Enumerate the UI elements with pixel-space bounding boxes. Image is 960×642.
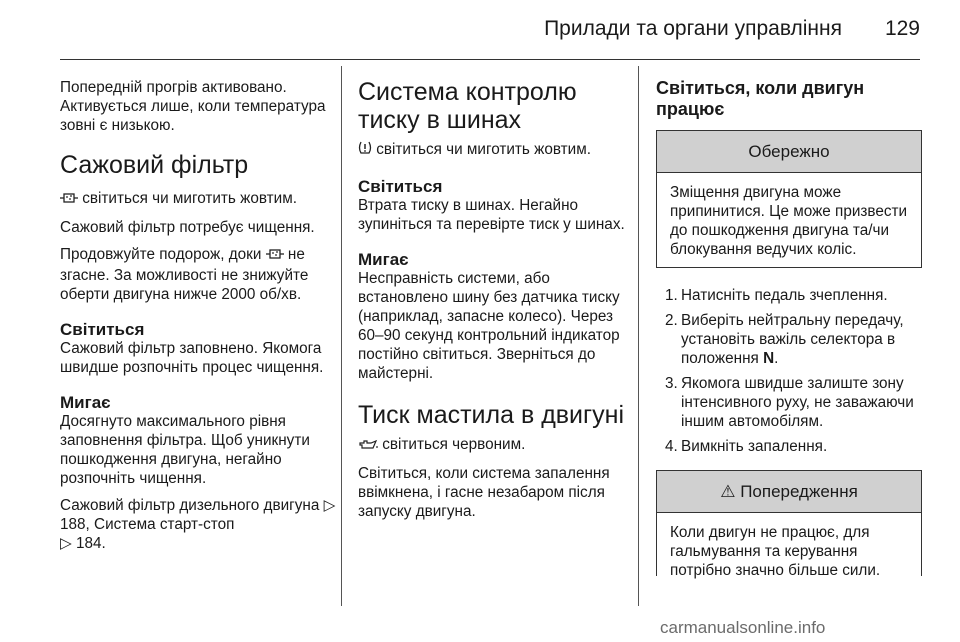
tire-pressure-icon (358, 140, 372, 161)
step-text: Натисніть педаль зчеплення. (681, 287, 888, 304)
step-number: 4. (665, 438, 678, 455)
step-number: 1. (665, 287, 678, 304)
page-header (60, 0, 920, 60)
lit-text: Сажовий фільтр заповнено. Якомога швидше розпочніть процес чищення. (60, 340, 324, 376)
lit-heading: Світиться (358, 177, 443, 196)
reference-text: Сажовий фільтр дизельного двигуна (60, 497, 320, 514)
tire-icon-text: світиться чи миготить жовтим. (376, 141, 591, 158)
page-number: 129 (884, 17, 920, 40)
blink-heading: Мигає (60, 393, 111, 412)
column-3 (656, 78, 922, 579)
filter-needs-text: Сажовий фільтр потребує чищення. (60, 219, 315, 236)
list-item (656, 286, 922, 305)
warning-text: Коли двигун не працює, для гальмування та керування потрібно значно більше сили. (670, 524, 881, 579)
list-item (656, 437, 922, 456)
blink-heading: Мигає (358, 250, 409, 269)
warning-header (657, 471, 921, 513)
diesel-filter-icon (60, 191, 78, 210)
lit-text: Втрата тиску в шинах. Негайно зупиніться та перевірте тиск у шинах. (358, 197, 625, 233)
list-item (656, 311, 922, 368)
step-text: Виберіть нейтральну передачу, установіть важіль селектора в положення (681, 312, 904, 367)
blink-text: Досягнуто максимального рівня заповнення фільтра. Щоб уникнути пошкодження двигуна, негайно розпочніть чищення. (60, 413, 310, 487)
filter-continue-text-2: не згасне. За можливості не знижуйте оберти двигуна нижче 2000 об/хв. (60, 246, 309, 303)
filter-continue-text: Продовжуйте подорож, доки (60, 246, 262, 263)
column-divider-1 (341, 66, 342, 606)
warning-box (656, 470, 922, 579)
lit-heading: Світиться (60, 320, 145, 339)
diesel-filter-icon (266, 247, 284, 266)
step-number: 2. (665, 312, 678, 329)
caution-heading: Обережно (657, 131, 921, 173)
step-text: Вимкніть запалення. (681, 438, 828, 455)
watermark-link[interactable]: carmanualsonline.info (660, 618, 826, 637)
caution-text: Зміщення двигуна може припинитися. Це може призвести до пошкодження двигуна та/чи блокування ведучих коліс. (670, 184, 908, 258)
intro-text: Попередній прогрів активовано. Активується лише, коли температура зовні є низькою. (60, 79, 326, 134)
step-bold-text: N (763, 350, 775, 367)
oil-pressure-heading: Тиск мастила в двигуні (358, 401, 625, 429)
list-item (656, 374, 922, 431)
oil-icon-text: світиться червоним. (382, 436, 526, 453)
steps-list (656, 286, 922, 456)
warning-heading: Попередження (740, 482, 858, 501)
step-number: 3. (665, 375, 678, 392)
column-1 (60, 78, 336, 561)
oil-text: Світиться, коли система запалення ввімкнена, і гасне незабаром після запуску двигуна. (358, 465, 610, 520)
page-ref-link[interactable]: 184. (76, 535, 106, 552)
warning-triangle-icon: ⚠ (720, 482, 736, 501)
step-text: Якомога швидше залиште зону інтенсивного руху, не заважаючи іншим автомобілям. (681, 375, 914, 430)
oil-can-icon (358, 437, 378, 456)
caution-box (656, 130, 922, 268)
engine-running-heading: Світиться, коли двигун працює (656, 78, 865, 119)
column-divider-2 (638, 66, 639, 606)
tire-pressure-heading: Система контролю тиску в шинах (358, 78, 577, 134)
column-2 (358, 78, 630, 529)
header-title: Прилади та органи управління (544, 17, 842, 40)
page-ref-arrow-icon: ▷ (60, 535, 72, 552)
step-text-end: . (774, 350, 779, 367)
diesel-filter-heading: Сажовий фільтр (60, 151, 249, 179)
blink-text: Несправність системи, або встановлено шину без датчика тиску (наприклад, запасне колесо). Через 60–90 секунд контрольний індикатор постійно світиться. Зверніться до майстерні. (358, 270, 620, 382)
page-ref-link[interactable]: 188, Система старт-стоп (60, 516, 235, 533)
diesel-filter-icon-text: світиться чи миготить жовтим. (82, 190, 297, 207)
page-ref-arrow-icon: ▷ (323, 497, 336, 514)
